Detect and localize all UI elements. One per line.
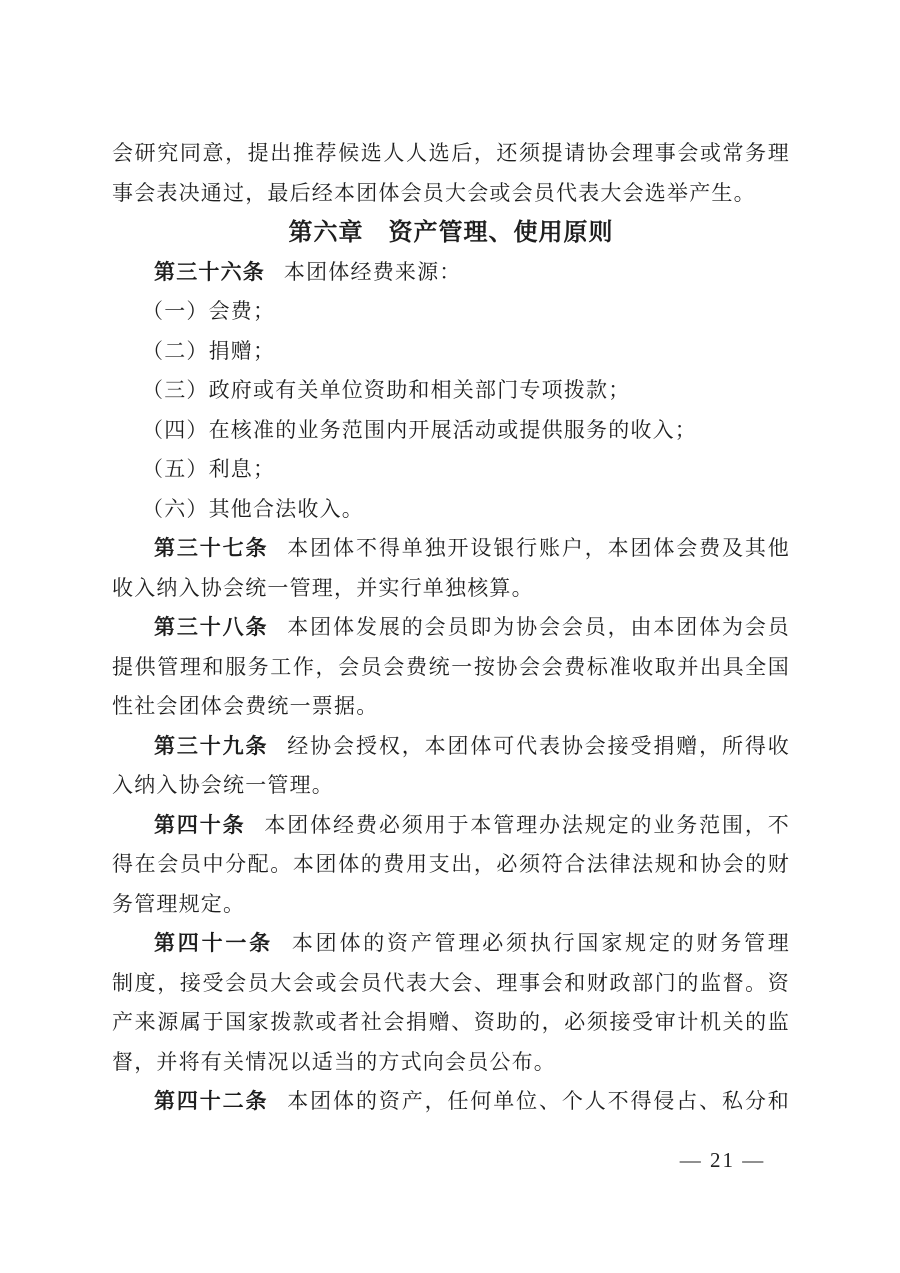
clause-line: 第四十二条 本团体的资产，任何单位、个人不得侵占、私分和 xyxy=(154,1089,790,1113)
text-line: 产来源属于国家拨款或者社会捐赠、资助的，必须接受审计机关的监 xyxy=(112,1010,790,1034)
document-body xyxy=(112,134,790,1122)
text-line: 得在会员中分配。本团体的费用支出，必须符合法律法规和协会的财 xyxy=(112,852,790,876)
list-item: （二）捐赠； xyxy=(142,338,276,363)
list-item: （五）利息； xyxy=(142,457,276,481)
text-line: 提供管理和服务工作，会员会费统一按协会会费标准收取并出具全国 xyxy=(112,654,790,679)
list-item: （四）在核准的业务范围内开展活动或提供服务的收入； xyxy=(142,417,697,442)
text-line: 入纳入协会统一管理。 xyxy=(112,773,334,797)
clause-number: 第三十六条 xyxy=(154,259,265,284)
text-line: 性社会团体会费统一票据。 xyxy=(112,694,379,718)
text-line: 会研究同意，提出推荐候选人人选后，还须提请协会理事会或常务理 xyxy=(112,141,790,165)
text-line: 务管理规定。 xyxy=(112,891,246,916)
clause-line: 第三十六条 本团体经费来源： xyxy=(154,259,462,284)
chapter-heading: 第六章 资产管理、使用原则 xyxy=(288,219,614,246)
list-item: （三）政府或有关单位资助和相关部门专项拨款； xyxy=(142,378,631,402)
page-number: — 21 — xyxy=(679,1148,766,1172)
clause-number: 第四十一条 xyxy=(154,931,273,955)
clause-number: 第三十八条 xyxy=(154,615,269,639)
text-line: 事会表决通过，最后经本团体会员大会或会员代表大会选举产生。 xyxy=(112,180,756,205)
clause-number: 第四十条 xyxy=(154,812,246,837)
clause-line: 第四十一条 本团体的资产管理必须执行国家规定的财务管理 xyxy=(154,931,790,955)
list-item: （一）会费； xyxy=(142,299,276,323)
clause-line: 第三十八条 本团体发展的会员即为协会会员，由本团体为会员 xyxy=(154,615,790,639)
text-line: 收入纳入协会统一管理，并实行单独核算。 xyxy=(112,575,534,600)
clause-line: 第三十九条 经协会授权，本团体可代表协会接受捐赠，所得收 xyxy=(154,733,790,758)
clause-number: 第三十九条 xyxy=(154,733,269,758)
clause-line: 第四十条 本团体经费必须用于本管理办法规定的业务范围，不 xyxy=(154,812,790,837)
clause-number: 第四十二条 xyxy=(154,1089,269,1113)
text-line: 制度，接受会员大会或会员代表大会、理事会和财政部门的监督。资 xyxy=(112,970,790,995)
text-line: 督，并将有关情况以适当的方式向会员公布。 xyxy=(112,1049,556,1074)
clause-number: 第三十七条 xyxy=(154,536,269,560)
list-item: （六）其他合法收入。 xyxy=(142,496,364,521)
clause-line: 第三十七条 本团体不得单独开设银行账户，本团体会费及其他 xyxy=(154,536,790,560)
